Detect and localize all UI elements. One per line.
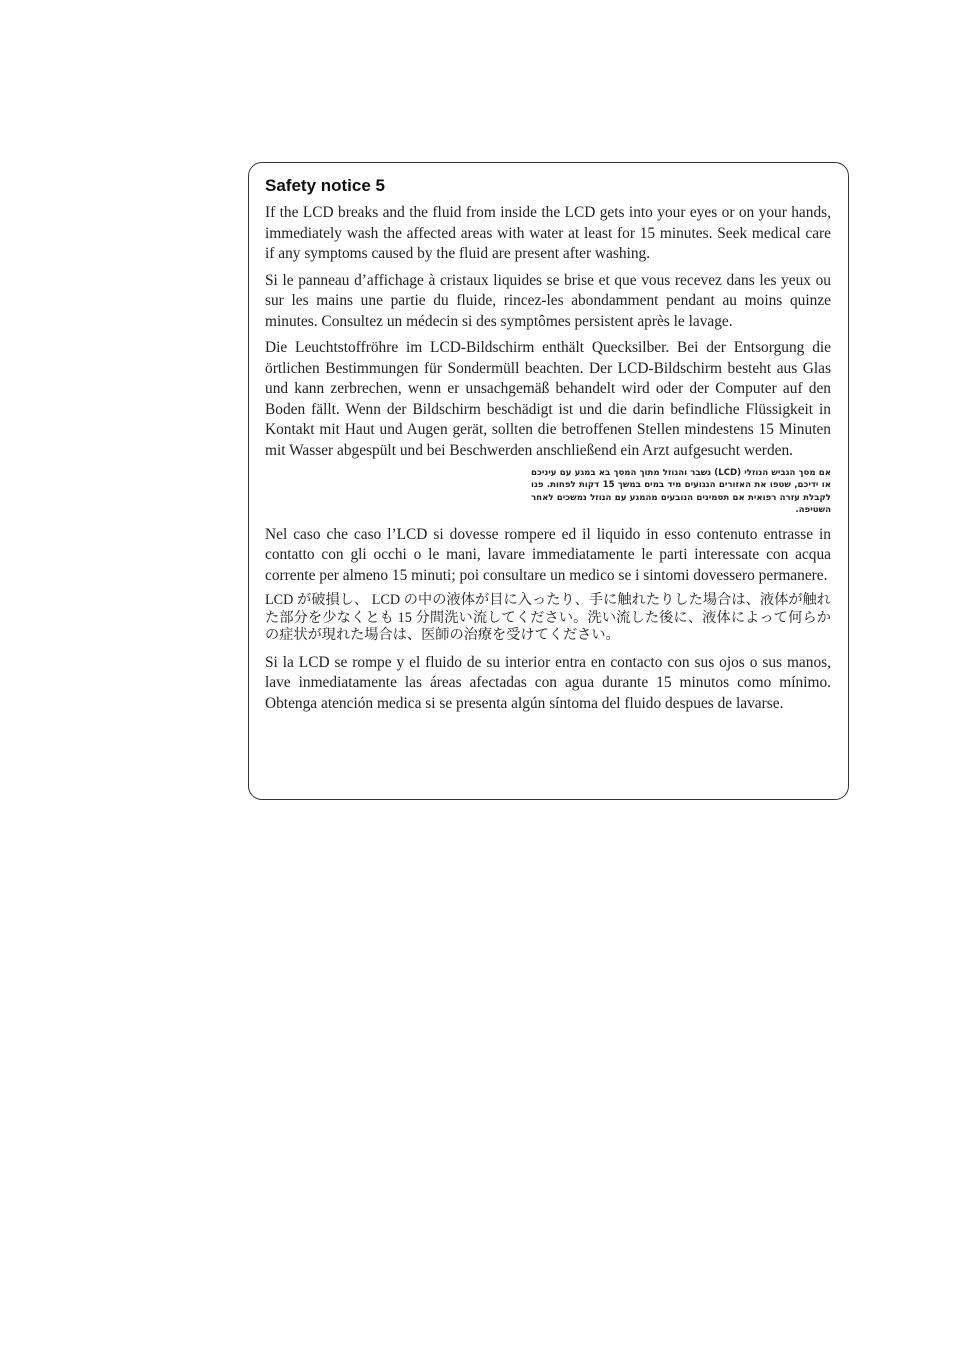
safety-notice-box bbox=[248, 162, 849, 800]
paragraph-japanese: LCD が破損し、 LCD の中の液体が目に入ったり、手に触れたりした場合は、液体が触れた部分を少なくとも 15 分間洗い流してください。洗い流した後に、液体によって何らかの症状が現れた場合は、医師の治療を受けてください。 bbox=[265, 592, 831, 644]
paragraph-german: Die Leuchtstoffröhre im LCD-Bildschirm enthält Quecksilber. Bei der Entsorgung die örtlichen Bestimmungen für Sondermüll beachten. Der LCD-Bildschirm besteht aus Glas und kann zerbrechen, wenn er unsachgemäß behandelt wird oder der Computer auf den Boden fällt. Wenn der Bildschirm beschädigt ist und die darin befindliche Flüssigkeit in Kontakt mit Haut und Augen gerät, sollten die betroffenen Stellen mindestens 15 Minuten mit Wasser abgespült und bei Beschwerden anschließend ein Arzt aufgesucht werden. bbox=[265, 339, 831, 459]
paragraph-italian: Nel caso che caso l’LCD si dovesse rompere ed il liquido in esso contenuto entrasse in contatto con gli occhi o le mani, lavare immediatamente le parti interessate con acqua corrente per almeno 15 minuti; poi consultare un medico se i sintomi dovessero permanere. bbox=[265, 525, 831, 584]
paragraph-spanish: Si la LCD se rompe y el fluido de su interior entra en contacto con sus ojos o sus manos, lave inmediatamente las áreas afectadas con agua durante 15 minutos como mínimo. Obtenga atención medica si se presenta algún síntoma del fluido despues de lavarse. bbox=[265, 653, 831, 712]
paragraph-english: If the LCD breaks and the fluid from inside the LCD gets into your eyes or on your hands, immediately wash the affected areas with water at least for 15 minutes. Seek medical care if any symptoms caused by the fluid are present after washing. bbox=[265, 204, 831, 262]
notice-title: Safety notice 5 bbox=[265, 176, 385, 195]
paragraph-french: Si le panneau d’affichage à cristaux liquides se brise et que vous recevez dans les yeux ou sur les mains une partie du fluide, rincez-les abondamment pendant au moins quinze minutes. Consultez un médecin si des symptômes persistent après le lavage. bbox=[265, 271, 831, 330]
paragraph-hebrew: אם מסך הגביש הנוזלי (LCD) נשבר והנוזל מתוך המסך בא במגע עם עיניכם או ידיכם, שטפו את האזורים הנגועים מיד במים במשך 15 דקות לפחות. פנו לקבלת עזרה רפואית אם תסמינים הנובעים מהמגע עם הנוזל נמשכים לאחר השטיפה. bbox=[531, 468, 831, 516]
